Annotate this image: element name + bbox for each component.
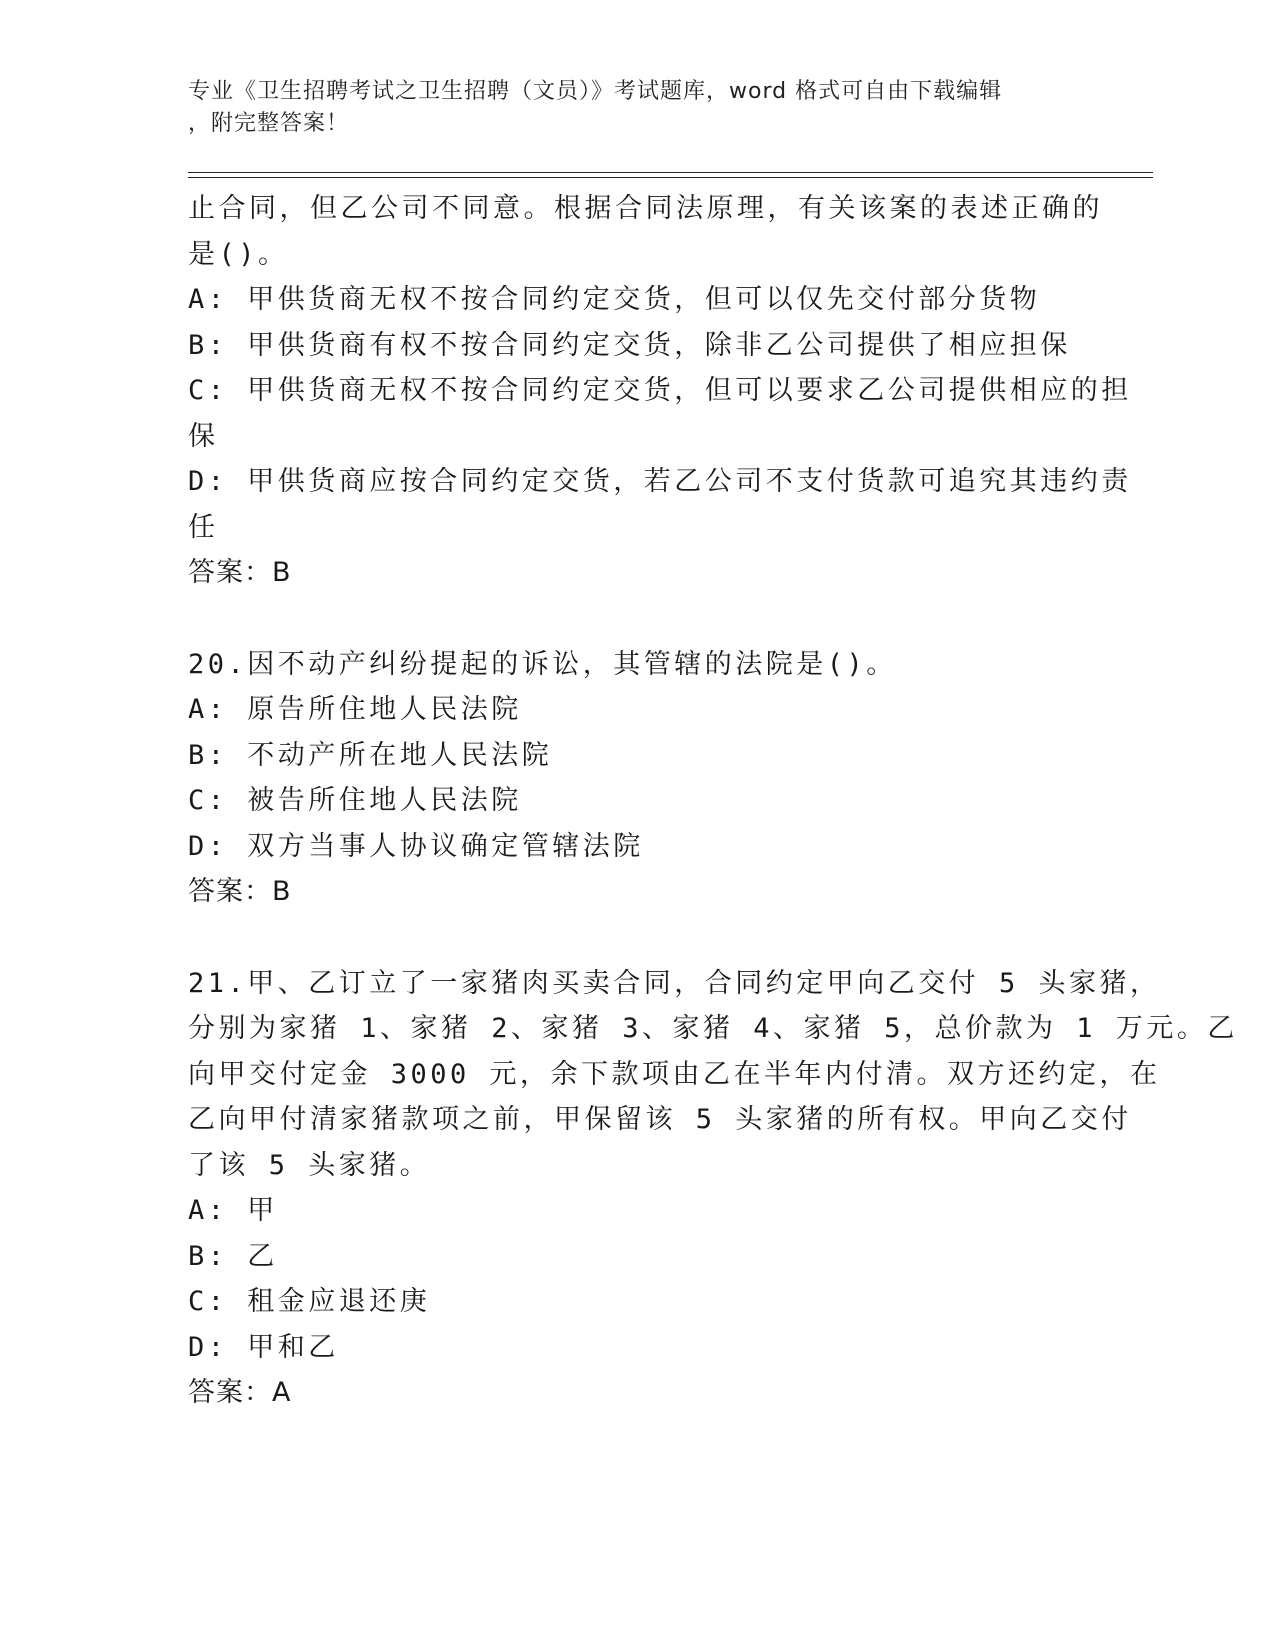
question-20 [188, 642, 1088, 915]
question-21 [188, 961, 1238, 1416]
option-b: B: 乙 [188, 1240, 278, 1272]
answer: 答案：B [188, 557, 292, 588]
answer: 答案：B [188, 876, 292, 907]
option-a: A: 原告所住地人民法院 [188, 694, 522, 725]
question-stem-line: 止合同，但乙公司不同意。根据合同法原理，有关该案的表述正确的 [188, 193, 1103, 224]
question-stem-line: 向甲交付定金 3000 元，余下款项由乙在半年内付清。双方还约定，在 [188, 1058, 1161, 1090]
question-19 [188, 186, 1132, 596]
question-stem-line: 乙向甲付清家猪款项之前，甲保留该 5 头家猪的所有权。甲向乙交付 [188, 1104, 1132, 1135]
option-d: D: 甲和乙 [188, 1331, 339, 1363]
question-stem-line: 是()。 [188, 238, 289, 270]
option-b: B: 不动产所在地人民法院 [188, 739, 553, 771]
option-a: A: 甲 [188, 1195, 278, 1226]
option-d: D: 双方当事人协议确定管辖法院 [188, 830, 644, 862]
header-line-1: 专业《卫生招聘考试之卫生招聘（文员）》考试题库，word 格式可自由下载编辑 [188, 79, 1003, 104]
option-c: C: 被告所住地人民法院 [188, 785, 522, 816]
option-a: A: 甲供货商无权不按合同约定交货，但可以仅先交付部分货物 [188, 284, 1041, 315]
option-c: C: 甲供货商无权不按合同约定交货，但可以要求乙公司提供相应的担 [188, 375, 1132, 406]
question-stem: 20.因不动产纠纷提起的诉讼，其管辖的法院是()。 [188, 648, 897, 680]
header-line-2: ，附完整答案！ [188, 111, 350, 136]
header-rule-top [188, 172, 1153, 173]
option-c: C: 租金应退还庚 [188, 1286, 431, 1317]
page-header [188, 76, 1068, 140]
header-rule-bottom [188, 177, 1153, 178]
option-c-continued: 保 [188, 420, 219, 452]
answer: 答案：A [188, 1377, 292, 1408]
option-d: D: 甲供货商应按合同约定交货，若乙公司不支付货款可追究其违约责 [188, 466, 1132, 497]
question-content [188, 186, 1238, 1416]
question-stem-line: 21.甲、乙订立了一家猪肉买卖合同，合同约定甲向乙交付 5 头家猪， [188, 967, 1161, 999]
option-b: B: 甲供货商有权不按合同约定交货，除非乙公司提供了相应担保 [188, 329, 1071, 361]
question-stem-line: 了该 5 头家猪。 [188, 1149, 431, 1181]
question-stem-line: 分别为家猪 1、家猪 2、家猪 3、家猪 4、家猪 5，总价款为 1 万元。乙 [188, 1013, 1238, 1044]
option-d-continued: 任 [188, 511, 219, 543]
